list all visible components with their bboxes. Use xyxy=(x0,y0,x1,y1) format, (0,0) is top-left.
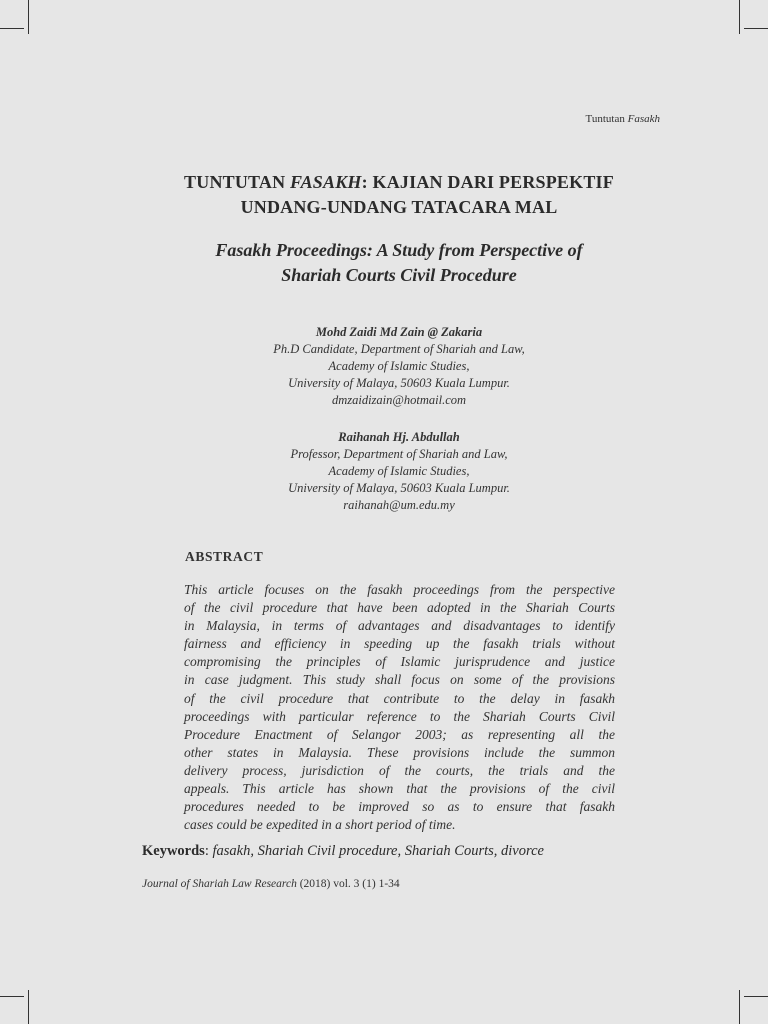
author-affiliation: Academy of Islamic Studies, xyxy=(328,464,470,478)
author-block-2 xyxy=(0,429,768,514)
abstract-line: Procedure Enactment of Selangor 2003; as representing all the xyxy=(184,726,615,742)
abstract-line: appeals. This article has shown that the provisions of the civil xyxy=(184,781,615,797)
author-name: Raihanah Hj. Abdullah xyxy=(338,430,460,444)
crop-mark-top-right-h xyxy=(744,28,768,29)
running-head-emphasis: Fasakh xyxy=(627,113,660,125)
keywords-colon: : xyxy=(204,843,213,859)
subtitle-line-2: Shariah Courts Civil Procedure xyxy=(281,265,517,285)
author-block-1 xyxy=(0,324,768,409)
abstract-line: in case judgment. This study shall focus on some of the provisions xyxy=(184,672,615,688)
crop-mark-top-left-h xyxy=(0,28,24,29)
crop-mark-bottom-left xyxy=(28,990,29,1024)
abstract-body xyxy=(184,581,615,834)
abstract-heading: ABSTRACT xyxy=(185,549,264,564)
title-part1-rest: : KAJIAN DARI PERSPEKTIF xyxy=(361,172,614,192)
author-affiliation: Academy of Islamic Studies, xyxy=(328,359,470,373)
author-name: Mohd Zaidi Md Zain @ Zakaria xyxy=(315,325,483,339)
keywords-label: Keywords xyxy=(142,843,205,859)
running-head xyxy=(560,113,660,125)
author-email: raihanah@um.edu.my xyxy=(343,498,455,512)
crop-mark-bottom-right xyxy=(739,990,740,1024)
abstract-line: fairness and efficiency in speeding up the fasakh trials without xyxy=(184,636,615,652)
abstract-line: procedures needed to be improved so as to ensure that fasakh xyxy=(184,799,615,815)
author-affiliation: University of Malaya, 50603 Kuala Lumpur. xyxy=(288,481,510,495)
subtitle-line-1: Fasakh Proceedings: A Study from Perspective of xyxy=(215,240,583,260)
title-line-2: UNDANG-UNDANG TATACARA MAL xyxy=(240,197,558,217)
title-emphasis: FASAKH xyxy=(290,172,362,192)
keywords xyxy=(142,843,622,860)
paper-subtitle xyxy=(0,238,768,288)
paper-title xyxy=(0,170,768,220)
author-affiliation: Ph.D Candidate, Department of Shariah and Law, xyxy=(273,342,525,356)
abstract-line: of the civil procedure that have been adopted in the Shariah Courts xyxy=(184,600,615,616)
abstract-line: other states in Malaysia. These provisions include the summon xyxy=(184,744,615,760)
author-affiliation: Professor, Department of Shariah and Law, xyxy=(290,447,508,461)
crop-mark-top-left xyxy=(28,0,29,34)
abstract-line: in Malaysia, in terms of advantages and disadvantages to identify xyxy=(184,618,615,634)
journal-name: Journal of Shariah Law Research xyxy=(142,878,297,890)
crop-mark-bottom-right-h xyxy=(744,996,768,997)
title-line-1 xyxy=(0,170,768,195)
author-email: dmzaidizain@hotmail.com xyxy=(331,393,467,407)
abstract-line: compromising the principles of Islamic jurisprudence and justice xyxy=(184,654,615,670)
title-part1: TUNTUTAN xyxy=(184,172,291,192)
abstract-line: proceedings with particular reference to the Shariah Courts Civil xyxy=(184,708,615,724)
journal-citation xyxy=(142,878,522,890)
running-head-prefix: Tuntutan xyxy=(585,113,625,125)
abstract-line: cases could be expedited in a short period of time. xyxy=(184,817,456,833)
crop-mark-bottom-left-h xyxy=(0,996,24,997)
abstract-line: This article focuses on the fasakh proceedings from the perspective xyxy=(184,582,615,597)
crop-mark-top-right xyxy=(739,0,740,34)
journal-details: (2018) vol. 3 (1) 1-34 xyxy=(296,878,400,890)
author-affiliation: University of Malaya, 50603 Kuala Lumpur. xyxy=(288,376,510,390)
abstract-line: delivery process, jurisdiction of the courts, the trials and the xyxy=(184,762,615,778)
keywords-value: fasakh, Shariah Civil procedure, Shariah Courts, divorce xyxy=(212,843,544,859)
abstract-line: of the civil procedure that contribute to the delay in fasakh xyxy=(184,690,615,706)
